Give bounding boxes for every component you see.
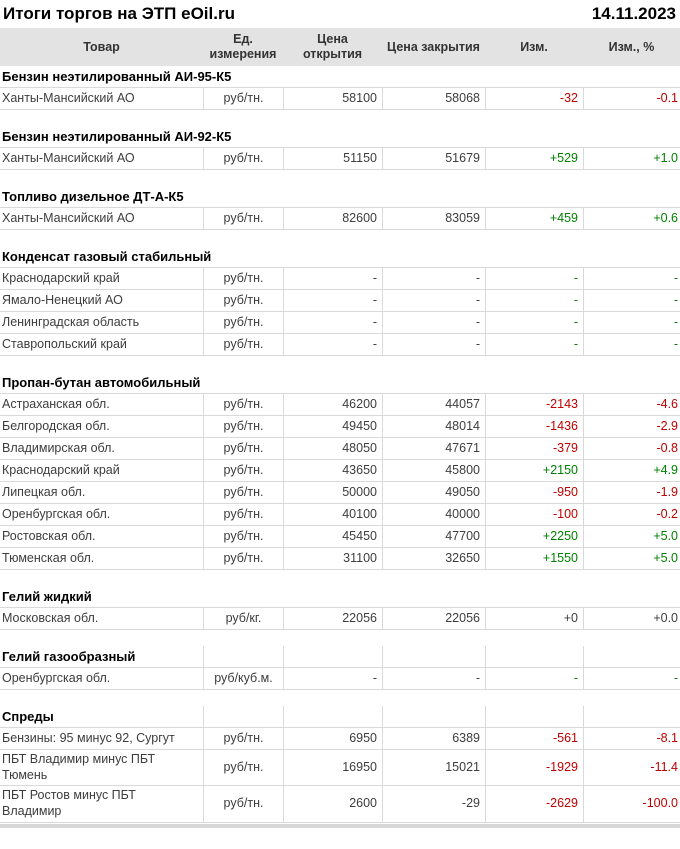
change-pct-cell: -100.0 [583,786,680,821]
change-pct-cell: -2.9 [583,416,680,437]
unit-cell: руб/тн. [203,416,283,437]
section-title-text: Бензин неэтилированный АИ-95-К5 [2,69,232,84]
section-title-spreads [0,706,680,728]
product-cell: Оренбургская обл. [2,670,111,685]
table-row [0,728,680,750]
change-cell: +529 [485,148,583,169]
product-cell: ПБТ Ростов минус ПБТ Владимир [2,788,136,818]
column-header-change-pct: Изм., % [608,39,655,54]
section-title-ai92 [0,126,680,148]
close-price-cell: 83059 [382,208,485,229]
change-pct-cell: -0.2 [583,504,680,525]
empty-cell [382,646,485,667]
change-cell: - [485,668,583,689]
column-header-change: Изм. [520,39,548,54]
change-cell: -100 [485,504,583,525]
close-price-cell: 49050 [382,482,485,503]
empty-cell [283,706,382,727]
section-title-ai95 [0,66,680,88]
close-price-cell: 40000 [382,504,485,525]
table-row [0,290,680,312]
unit-cell: руб/тн. [203,394,283,415]
change-cell: - [485,334,583,355]
section-title-text: Гелий газообразный [2,649,136,664]
empty-cell [203,706,283,727]
change-cell: +1550 [485,548,583,569]
unit-cell: руб/тн. [203,526,283,547]
section-title-text: Конденсат газовый стабильный [2,249,212,264]
table-row [0,526,680,548]
change-pct-cell: -4.6 [583,394,680,415]
change-cell: +2250 [485,526,583,547]
product-cell: Ростовская обл. [2,528,96,543]
change-cell: -1929 [485,750,583,785]
table-row [0,416,680,438]
table-column-headers [0,28,680,66]
change-cell: -561 [485,728,583,749]
close-price-cell: 22056 [382,608,485,629]
change-cell: +459 [485,208,583,229]
change-pct-cell: - [583,312,680,333]
section-gap [0,170,680,186]
table-row [0,208,680,230]
change-pct-cell: - [583,268,680,289]
report-title: Итоги торгов на ЭТП eOil.ru [3,4,235,23]
open-price-cell: 16950 [283,750,382,785]
open-price-cell: 58100 [283,88,382,109]
report-header [0,0,680,28]
unit-cell: руб/кг. [203,608,283,629]
open-price-cell: 45450 [283,526,382,547]
change-pct-cell: +1.0 [583,148,680,169]
product-cell: Оренбургская обл. [2,506,111,521]
table-row [0,394,680,416]
section-title-diesel [0,186,680,208]
change-cell: +2150 [485,460,583,481]
open-price-cell: 51150 [283,148,382,169]
table-row [0,460,680,482]
close-price-cell: - [382,668,485,689]
product-cell: Ханты-Мансийский АО [2,90,135,105]
open-price-cell: - [283,290,382,311]
open-price-cell: - [283,268,382,289]
table-row [0,148,680,170]
open-price-cell: 82600 [283,208,382,229]
change-cell: -950 [485,482,583,503]
change-pct-cell: -1.9 [583,482,680,503]
table-row [0,608,680,630]
product-cell: Белгородская обл. [2,418,110,433]
section-gap [0,356,680,372]
section-gap [0,690,680,706]
section-title-helium-liquid [0,586,680,608]
change-pct-cell: +4.9 [583,460,680,481]
close-price-cell: 45800 [382,460,485,481]
product-cell: Астраханская обл. [2,396,110,411]
open-price-cell: 43650 [283,460,382,481]
change-pct-cell: -0.8 [583,438,680,459]
unit-cell: руб/куб.м. [203,668,283,689]
open-price-cell: 50000 [283,482,382,503]
table-row [0,268,680,290]
close-price-cell: 15021 [382,750,485,785]
product-cell: Владимирская обл. [2,440,115,455]
unit-cell: руб/тн. [203,460,283,481]
column-header-product: Товар [83,39,120,54]
close-price-cell: 44057 [382,394,485,415]
close-price-cell: 32650 [382,548,485,569]
close-price-cell: 47700 [382,526,485,547]
section-title-lpg [0,372,680,394]
unit-cell: руб/тн. [203,504,283,525]
section-title-text: Гелий жидкий [2,589,92,604]
table-row [0,438,680,460]
open-price-cell: - [283,668,382,689]
change-pct-cell: - [583,290,680,311]
change-cell: -2143 [485,394,583,415]
unit-cell: руб/тн. [203,312,283,333]
unit-cell: руб/тн. [203,208,283,229]
table-row [0,482,680,504]
bottom-divider [0,824,680,828]
change-pct-cell: - [583,668,680,689]
change-pct-cell: +5.0 [583,548,680,569]
product-cell: Липецкая обл. [2,484,86,499]
section-title-text: Спреды [2,709,54,724]
unit-cell: руб/тн. [203,786,283,821]
table-row [0,668,680,690]
empty-cell [485,646,583,667]
close-price-cell: 58068 [382,88,485,109]
open-price-cell: 40100 [283,504,382,525]
unit-cell: руб/тн. [203,290,283,311]
open-price-cell: 46200 [283,394,382,415]
open-price-cell: 22056 [283,608,382,629]
open-price-cell: 2600 [283,786,382,821]
section-gap [0,230,680,246]
close-price-cell: - [382,334,485,355]
product-cell: Тюменская обл. [2,550,95,565]
unit-cell: руб/тн. [203,728,283,749]
empty-cell [283,646,382,667]
section-title-text: Пропан-бутан автомобильный [2,375,201,390]
open-price-cell: - [283,312,382,333]
change-pct-cell: -0.1 [583,88,680,109]
close-price-cell: - [382,312,485,333]
change-cell: - [485,312,583,333]
change-cell: -32 [485,88,583,109]
column-header-close-price: Цена закрытия [387,39,480,54]
table-row [0,504,680,526]
change-pct-cell: -11.4 [583,750,680,785]
table-row [0,548,680,570]
unit-cell: руб/тн. [203,88,283,109]
report-date: 14.11.2023 [591,4,676,23]
product-cell: Бензины: 95 минус 92, Сургут [2,730,175,745]
product-cell: Ханты-Мансийский АО [2,210,135,225]
change-cell: - [485,290,583,311]
close-price-cell: 51679 [382,148,485,169]
close-price-cell: - [382,290,485,311]
unit-cell: руб/тн. [203,268,283,289]
table-row [0,88,680,110]
unit-cell: руб/тн. [203,438,283,459]
product-cell: Краснодарский край [2,462,120,477]
section-title-text: Бензин неэтилированный АИ-92-К5 [2,129,232,144]
change-cell: -1436 [485,416,583,437]
change-cell: -2629 [485,786,583,821]
table-row [0,786,680,822]
table-row [0,334,680,356]
section-title-text: Топливо дизельное ДТ-А-К5 [2,189,184,204]
close-price-cell: - [382,268,485,289]
unit-cell: руб/тн. [203,148,283,169]
change-pct-cell: - [583,334,680,355]
unit-cell: руб/тн. [203,750,283,785]
change-cell: -379 [485,438,583,459]
column-header-open-price: Цена открытия [302,32,363,61]
open-price-cell: 6950 [283,728,382,749]
empty-cell [203,646,283,667]
close-price-cell: -29 [382,786,485,821]
open-price-cell: 31100 [283,548,382,569]
change-pct-cell: -8.1 [583,728,680,749]
close-price-cell: 48014 [382,416,485,437]
column-header-unit: Ед. измерения [209,32,277,61]
change-pct-cell: +0.6 [583,208,680,229]
product-cell: Ставропольский край [2,336,127,351]
open-price-cell: 48050 [283,438,382,459]
change-cell: +0 [485,608,583,629]
change-pct-cell: +5.0 [583,526,680,547]
product-cell: Краснодарский край [2,270,120,285]
close-price-cell: 6389 [382,728,485,749]
product-cell: Ямало-Ненецкий АО [2,292,123,307]
empty-cell [583,706,680,727]
product-cell: Московская обл. [2,610,99,625]
section-gap [0,630,680,646]
section-title-helium-gas [0,646,680,668]
table-row [0,750,680,786]
open-price-cell: 49450 [283,416,382,437]
close-price-cell: 47671 [382,438,485,459]
unit-cell: руб/тн. [203,334,283,355]
section-gap [0,570,680,586]
section-title-condensate [0,246,680,268]
open-price-cell: - [283,334,382,355]
empty-cell [583,646,680,667]
unit-cell: руб/тн. [203,482,283,503]
product-cell: Ленинградская область [2,314,140,329]
product-cell: ПБТ Владимир минус ПБТ Тюмень [2,752,156,782]
product-cell: Ханты-Мансийский АО [2,150,135,165]
unit-cell: руб/тн. [203,548,283,569]
empty-cell [485,706,583,727]
change-cell: - [485,268,583,289]
empty-cell [382,706,485,727]
section-gap [0,110,680,126]
change-pct-cell: +0.0 [583,608,680,629]
table-row [0,312,680,334]
